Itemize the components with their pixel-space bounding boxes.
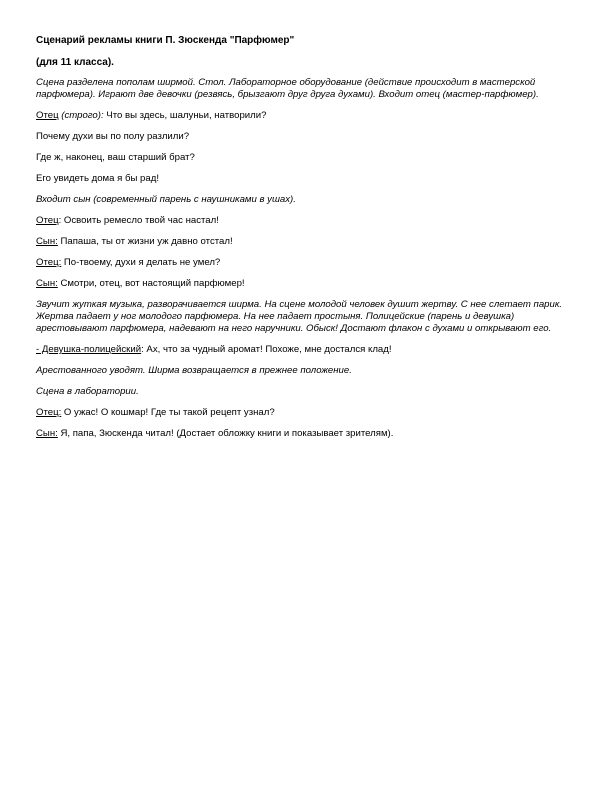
dialogue-line: [36, 407, 581, 419]
dialogue-text: О ужас! О кошмар! Где ты такой рецепт узнал?: [61, 407, 275, 418]
stage-direction-scene: [36, 299, 581, 335]
dialogue-text: Почему духи вы по полу разлили?: [36, 131, 190, 142]
stage-direction-line: парфюмера). Играют две девочки (резвясь, брызгают друг друга духами). Входит отец (мастер-парфюмер).: [36, 89, 539, 100]
dialogue-text: Смотри, отец, вот настоящий парфюмер!: [57, 278, 245, 289]
dialogue-line: [36, 152, 581, 164]
stage-direction-line: Звучит жуткая музыка, разворачивается ширма. На сцене молодой человек душит жертву. С нее слетает парик.: [36, 299, 563, 310]
document-title: Сценарий рекламы книги П. Зюскенда "Парфюмер": [36, 35, 295, 46]
stage-direction-arrest: Арестованного уводят. Ширма возвращается в прежнее положение.: [36, 365, 352, 376]
stage-direction-line: Сцена разделена пополам ширмой. Стол. Лабораторное оборудование (действие происходит в мастерской: [36, 77, 536, 88]
stage-direction-son-enters: Входит сын (современный парень с наушниками в ушах).: [36, 194, 296, 205]
speaker-direction: (строго):: [61, 110, 104, 121]
speaker-name: Отец:: [36, 257, 62, 268]
dialogue-text: Что вы здесь, шалуньи, натворили?: [103, 110, 267, 121]
stage-direction-opening: [36, 77, 581, 101]
speaker-name: Сын:: [36, 278, 58, 289]
dialogue-text: Его увидеть дома я бы рад!: [36, 173, 159, 184]
stage-direction-lab: Сцена в лаборатории.: [36, 386, 139, 397]
dialogue-line: [36, 110, 581, 122]
dialogue-text: Папаша, ты от жизни уж давно отстал!: [57, 236, 233, 247]
speaker-name: Отец:: [36, 407, 62, 418]
dialogue-text: : Ах, что за чудный аромат! Похоже, мне достался клад!: [141, 344, 392, 355]
dialogue-line: [36, 215, 581, 227]
document-subtitle: (для 11 класса).: [36, 57, 114, 68]
dialogue-text: Я, папа, Зюскенда читал! (Достает обложку книги и показывает зрителям).: [57, 428, 394, 439]
dialogue-line: [36, 173, 581, 185]
dialogue-text: : Освоить ремесло твой час настал!: [58, 215, 219, 226]
document-body: [36, 35, 581, 449]
stage-direction-line: арестовывают парфюмера, надевают на него наручники. Обыск! Достают флакон с духами и открывают его.: [36, 323, 552, 334]
dialogue-line: [36, 428, 581, 440]
speaker-name: - Девушка-полицейский: [36, 344, 142, 355]
dialogue-line: [36, 131, 581, 143]
speaker-name: Сын:: [36, 236, 58, 247]
speaker-name: Сын:: [36, 428, 58, 439]
dialogue-text: По-твоему, духи я делать не умел?: [61, 257, 221, 268]
dialogue-line: [36, 257, 581, 269]
dialogue-line: [36, 236, 581, 248]
dialogue-text: Где ж, наконец, ваш старший брат?: [36, 152, 195, 163]
stage-direction-line: Жертва падает у ног молодого парфюмера. На нее падает простыня. Полицейские (парень и девушка): [36, 311, 515, 322]
dialogue-line: [36, 278, 581, 290]
speaker-name: Отец: [36, 110, 59, 121]
speaker-name: Отец: [36, 215, 59, 226]
dialogue-line: [36, 344, 581, 356]
